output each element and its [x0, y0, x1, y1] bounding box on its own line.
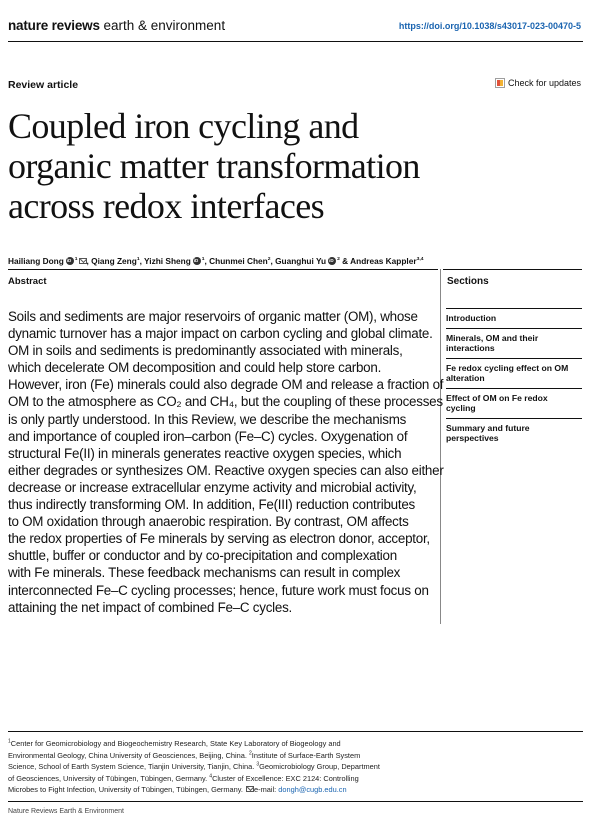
- abstract-line: decrease or increase extracellular enzyme activity and microbial activity,: [8, 479, 417, 495]
- affiliation-line: Microbes to Fight Infection, University of Tübingen, Tübingen, Germany. e-mail: dongh@cugb.edu.cn: [8, 785, 347, 795]
- author-name[interactable]: Andreas Kappler: [350, 256, 417, 266]
- header-rule: [8, 41, 583, 42]
- abstract-line: OM to the atmosphere as CO₂ and CH₄, but the coupling of these processes: [8, 394, 443, 410]
- abstract-rule: [8, 269, 438, 270]
- abstract-line: interconnected Fe–C cycling processes; hence, future work must focus on: [8, 582, 429, 598]
- affiliation-line: of Geosciences, University of Tübingen, Tübingen, Germany. $^4$Cluster of Excellence: EXC 2124: Controlling: [8, 773, 359, 783]
- article-type: Review article: [8, 79, 79, 91]
- author-name[interactable]: Yizhi Sheng: [144, 256, 191, 266]
- check-for-updates-button[interactable]: [495, 78, 581, 88]
- author-name[interactable]: Qiang Zeng: [91, 256, 137, 266]
- abstract-line: either degrades or synthesizes OM. Reactive oxygen species can also either: [8, 462, 444, 478]
- orcid-icon[interactable]: [328, 257, 336, 265]
- section-link-summary[interactable]: Summary and future perspectives: [446, 418, 582, 448]
- abstract-heading: Abstract: [8, 276, 47, 287]
- abstract-body: [8, 308, 444, 616]
- orcid-icon[interactable]: [66, 257, 74, 265]
- author-name[interactable]: Hailiang Dong: [8, 256, 64, 266]
- author-affiliation-sup: 1: [74, 256, 78, 263]
- abstract-line: OM in soils and sediments is predominantly associated with minerals,: [8, 343, 403, 359]
- affiliations: [8, 738, 438, 796]
- abstract-line: the redox properties of Fe minerals by serving as electron donor, acceptor,: [8, 531, 430, 547]
- footer-journal-name: Nature Reviews Earth & Environment: [8, 808, 124, 815]
- author-affiliation-sup: 2: [267, 256, 271, 263]
- abstract-line: Soils and sediments are major reservoirs of organic matter (OM), whose: [8, 309, 418, 324]
- section-link-om-effect[interactable]: Effect of OM on Fe redox cycling: [446, 388, 582, 418]
- section-link-fe-redox-effect[interactable]: Fe redox cycling effect on OM alteration: [446, 358, 582, 388]
- sections-rule: [443, 269, 582, 270]
- author-affiliation-sup: 1: [201, 256, 205, 263]
- email-icon[interactable]: [79, 258, 87, 264]
- footer-rule: [8, 801, 583, 802]
- abstract-line: with Fe minerals. These feedback mechanisms can result in complex: [8, 565, 401, 581]
- check-updates-label: Check for updates: [507, 78, 581, 88]
- abstract-line: attaining the net impact of combined Fe–C cycles.: [8, 599, 292, 615]
- abstract-line: shuttle, buffer or conductor and by co-precipitation and complexation: [8, 548, 397, 564]
- abstract-line: is only partly understood. In this Review, we describe the mechanisms: [8, 411, 407, 427]
- abstract-line: However, iron (Fe) minerals could also degrade OM and release a fraction of: [8, 377, 444, 393]
- author-list: Hailiang DongiD $^1$ , Qiang Zeng$^1$, Yizhi ShengiD $^1$, Chunmei Chen$^2$, Guanghui YuiD $^2$ & Andreas Kappler$^{3,4}$: [8, 256, 424, 266]
- article-title: [8, 106, 578, 226]
- title-line: across redox interfaces: [8, 186, 325, 226]
- abstract-line: thus indirectly transforming OM. In addition, Fe(III) reduction contributes: [8, 497, 415, 513]
- abstract-line: which decelerate OM decomposition and could help store carbon.: [8, 360, 382, 376]
- title-line: organic matter transformation: [8, 146, 420, 186]
- section-link-minerals-om[interactable]: Minerals, OM and their interactions: [446, 328, 582, 358]
- abstract-line: to OM oxidation through anaerobic respiration. By contrast, OM affects: [8, 514, 409, 530]
- check-updates-icon: [495, 78, 505, 88]
- sections-heading: Sections: [447, 276, 489, 287]
- journal-name[interactable]: nature reviews earth & environment: [8, 18, 226, 33]
- orcid-icon[interactable]: [193, 257, 201, 265]
- column-divider: [440, 269, 441, 624]
- author-name[interactable]: Chunmei Chen: [209, 256, 268, 266]
- author-affiliation-sup: 2: [337, 256, 340, 263]
- email-icon: [246, 786, 254, 792]
- affiliation-line: $^1$Center for Geomicrobiology and Biogeochemistry Research, State Key Laboratory of Biogeology and: [8, 738, 341, 748]
- author-affiliation-sup: 3,4: [416, 256, 424, 263]
- abstract-line: dynamic turnover has a major impact on carbon cycling and global climate.: [8, 326, 433, 342]
- email-link[interactable]: dongh@cugb.edu.cn: [278, 785, 347, 795]
- affiliation-line: Science, School of Earth System Science, Tianjin University, Tianjin, China. $^3$Geomicrobiology Group, Department: [8, 761, 380, 772]
- doi-link[interactable]: https://doi.org/10.1038/s43017-023-00470-5: [398, 21, 581, 31]
- sections-nav: [446, 308, 582, 448]
- abstract-line: and importance of coupled iron–carbon (Fe–C) cycles. Oxygenation of: [8, 428, 408, 444]
- section-link-introduction[interactable]: Introduction: [446, 308, 582, 328]
- affiliation-line: Environmental Geology, China University of Geosciences, Beijing, China. $^2$Institute of Surface-Earth System: [8, 750, 361, 760]
- affiliations-rule: [8, 731, 583, 732]
- author-name[interactable]: Guanghui Yu: [275, 256, 327, 266]
- abstract-line: structural Fe(II) in minerals generates reactive oxygen species, which: [8, 445, 402, 461]
- title-line: Coupled iron cycling and: [8, 106, 359, 146]
- author-affiliation-sup: 1: [136, 256, 140, 263]
